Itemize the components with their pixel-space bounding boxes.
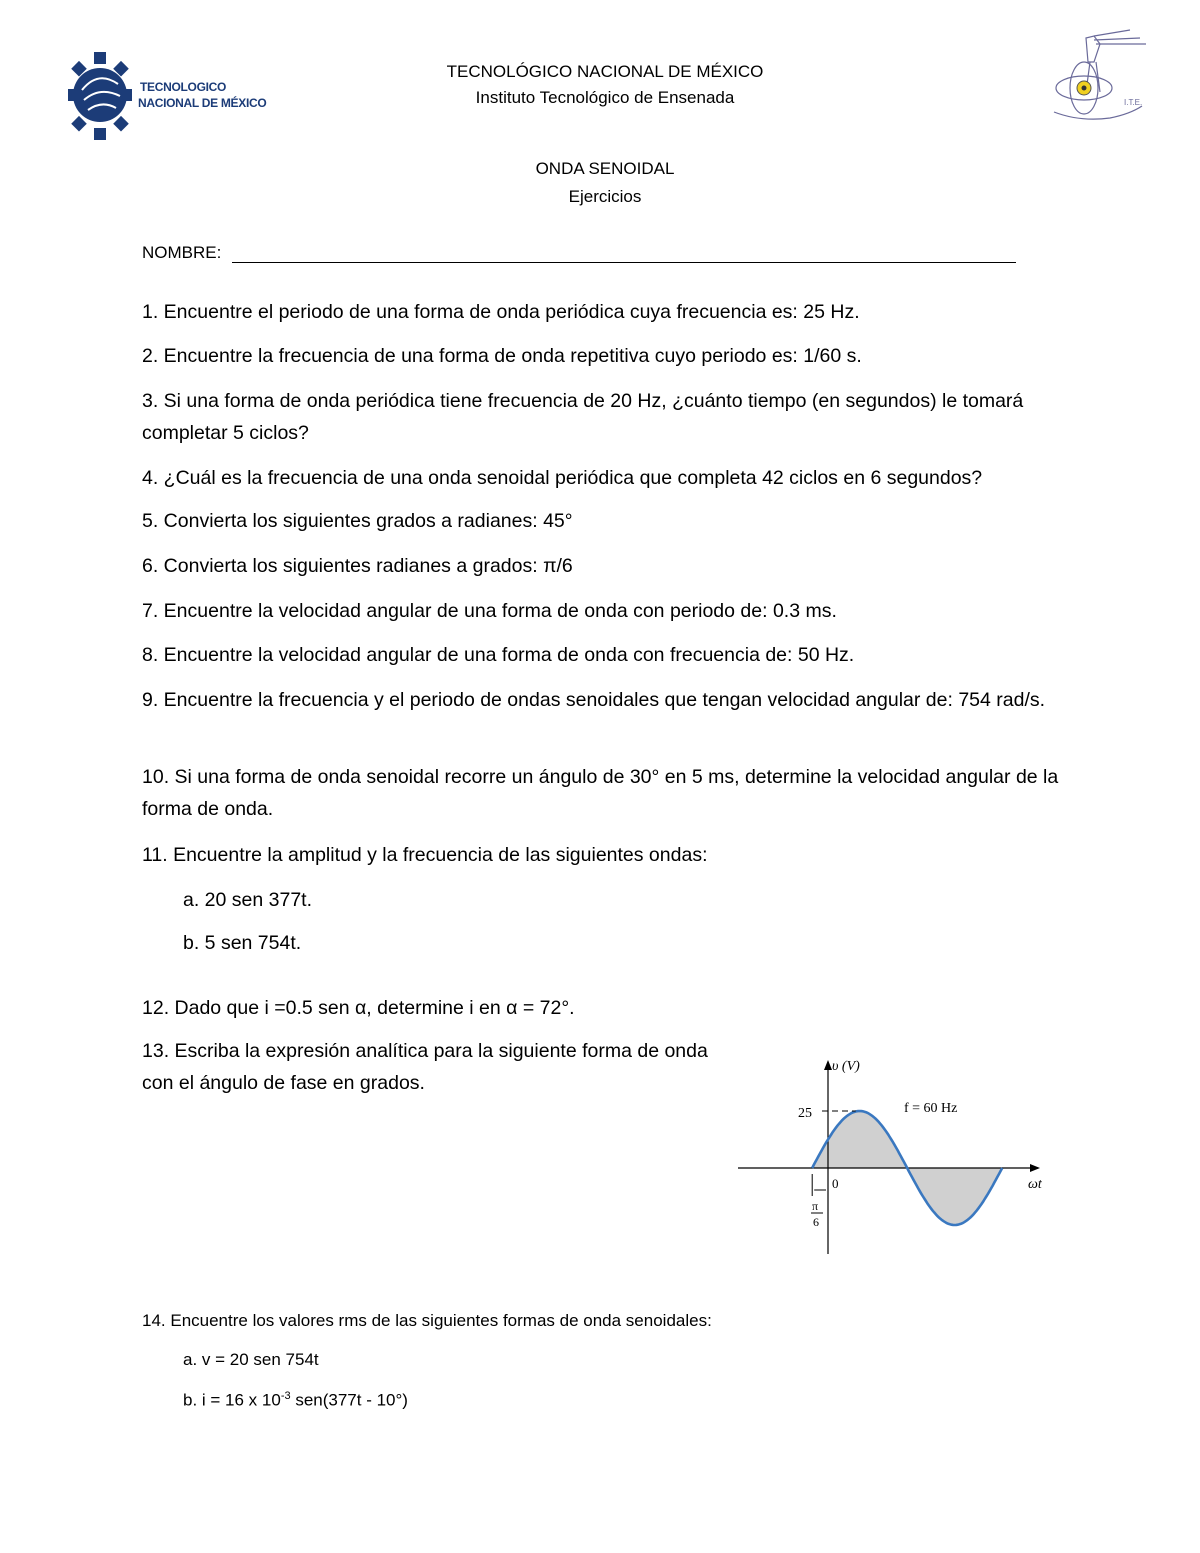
question-6: 6. Convierta los siguientes radianes a grados: π/6 xyxy=(142,555,573,577)
tecnm-logo-text-line2: NACIONAL DE MÉXICO xyxy=(138,96,267,110)
ite-logo xyxy=(1050,22,1150,130)
question-14b-pre: b. i = 16 x 10 xyxy=(183,1390,281,1410)
amplitude-label: 25 xyxy=(798,1106,812,1121)
question-14b-exponent: -3 xyxy=(280,1390,291,1402)
y-axis-arrow xyxy=(824,1060,832,1070)
phase-label-denominator: 6 xyxy=(813,1215,819,1229)
y-axis-label: υ (V) xyxy=(832,1059,860,1074)
question-7: 7. Encuentre la velocidad angular de una forma de onda con periodo de: 0.3 ms. xyxy=(142,600,837,622)
question-11: 11. Encuentre la amplitud y la frecuencia de las siguientes ondas: xyxy=(142,844,708,866)
question-9: 9. Encuentre la frecuencia y el periodo de ondas senoidales que tengan velocidad angular de: 754 rad/s. xyxy=(142,689,1046,711)
question-3: 3. Si una forma de onda periódica tiene frecuencia de 20 Hz, ¿cuánto tiempo (en segundos) le tomará completar 5 ciclos? xyxy=(142,390,1024,444)
question-5: 5. Convierta los siguientes grados a radianes: 45° xyxy=(142,510,573,532)
ite-logo-label: I.T.E. xyxy=(1124,98,1143,107)
question-14: 14. Encuentre los valores rms de las siguientes formas de onda senoidales: xyxy=(142,1311,712,1330)
question-2: 2. Encuentre la frecuencia de una forma de onda repetitiva cuyo periodo es: 1/60 s. xyxy=(142,345,862,367)
question-14b xyxy=(183,1390,408,1411)
question-1: 1. Encuentre el periodo de una forma de onda periódica cuya frecuencia es: 25 Hz. xyxy=(142,301,860,323)
page-subtitle: Ejercicios xyxy=(568,187,642,206)
nombre-field[interactable] xyxy=(232,262,1016,263)
question-11b: b. 5 sen 754t. xyxy=(183,932,302,954)
x-axis-label: ωt xyxy=(1028,1177,1042,1192)
question-10: 10. Si una forma de onda senoidal recorre un ángulo de 30° en 5 ms, determine la velocidad angular de la forma de onda. xyxy=(142,766,1059,820)
question-12: 12. Dado que i =0.5 sen α, determine i en α = 72°. xyxy=(142,997,575,1019)
institution-name: TECNOLÓGICO NACIONAL DE MÉXICO xyxy=(446,62,764,81)
question-4: 4. ¿Cuál es la frecuencia de una onda senoidal periódica que completa 42 ciclos en 6 segundos? xyxy=(142,467,983,489)
x-axis-arrow xyxy=(1030,1164,1040,1172)
frequency-label: f = 60 Hz xyxy=(904,1101,958,1116)
question-11a: a. 20 sen 377t. xyxy=(183,889,313,911)
positive-half-fill xyxy=(812,1111,907,1168)
question-14b-post: sen(377t - 10°) xyxy=(290,1390,408,1410)
tecnm-logo xyxy=(68,50,268,145)
ite-emblem-icon xyxy=(1050,22,1150,130)
page-title: ONDA SENOIDAL xyxy=(535,159,675,178)
phase-label-numerator: π xyxy=(812,1199,819,1213)
tecnm-logo-text-line1: TECNOLOGICO xyxy=(140,80,227,94)
origin-label: 0 xyxy=(832,1176,839,1191)
question-8: 8. Encuentre la velocidad angular de una forma de onda con frecuencia de: 50 Hz. xyxy=(142,644,855,666)
sine-wave-chart xyxy=(730,1050,1060,1260)
question-13: 13. Escriba la expresión analítica para la siguiente forma de onda con el ángulo de fase en grados. xyxy=(142,1040,708,1094)
nombre-label: NOMBRE: xyxy=(142,243,222,262)
campus-name: Instituto Tecnológico de Ensenada xyxy=(475,88,735,107)
question-14a: a. v = 20 sen 754t xyxy=(183,1350,319,1369)
negative-half-fill xyxy=(907,1168,1002,1225)
